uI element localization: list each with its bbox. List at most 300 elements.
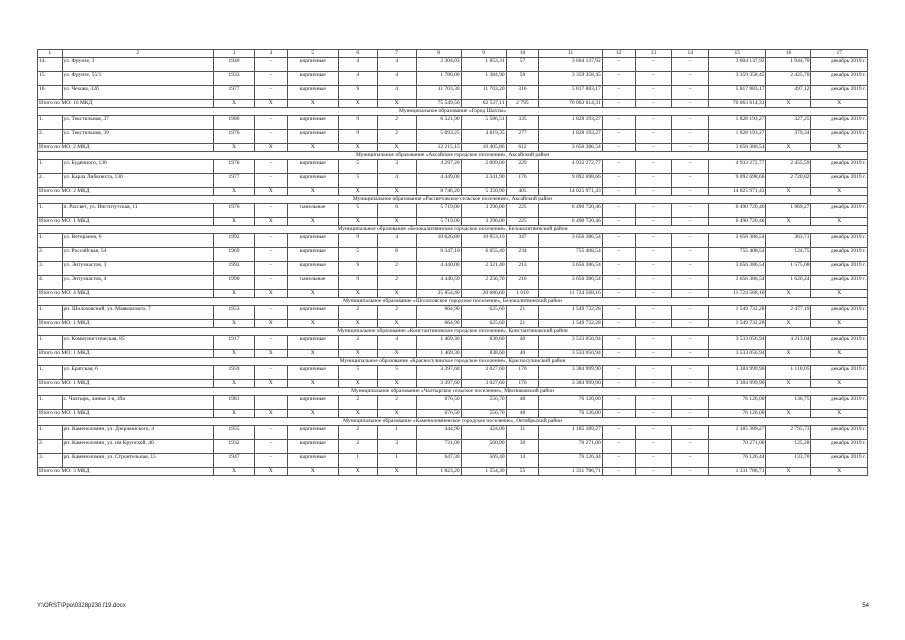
table-cell: 1955 <box>214 426 255 440</box>
total-cell: 8 746,20 <box>416 188 461 196</box>
total-row <box>38 468 868 476</box>
total-cell: – <box>635 218 672 226</box>
housing-table <box>37 49 868 476</box>
total-label: Итого по МО: 1 МКД <box>38 410 214 418</box>
total-cell: – <box>602 350 635 358</box>
municipality-title: Муниципальное образование «Каменоломненское городское поселение», Октябрьский район <box>38 418 868 426</box>
table-cell: 424,00 <box>461 426 506 440</box>
row-number: 1. <box>38 234 63 248</box>
table-cell: 3 656 386,54 <box>709 276 766 290</box>
table-cell: 9 092 698,66 <box>709 174 766 188</box>
total-cell: Х <box>287 290 338 298</box>
table-cell: кирпичные <box>287 130 338 144</box>
total-cell: 14 025 971,43 <box>539 188 602 196</box>
total-cell: 625,60 <box>461 320 506 328</box>
table-cell: – <box>635 306 672 320</box>
column-number-header: 13 <box>635 50 672 58</box>
column-number-header: 7 <box>377 50 416 58</box>
total-cell: 25 854,40 <box>416 290 461 298</box>
table-cell: 3 656 386,54 <box>709 262 766 276</box>
table-cell: 1 549 732,28 <box>709 306 766 320</box>
table-cell: 1917 <box>214 336 255 350</box>
table-cell: 1 853,31 <box>461 58 506 72</box>
total-cell: Х <box>811 290 868 298</box>
total-cell: – <box>635 290 672 298</box>
table-cell: – <box>254 336 287 350</box>
total-cell: – <box>672 100 709 108</box>
row-number: 1. <box>38 306 63 320</box>
column-number-header: 10 <box>506 50 539 58</box>
table-cell: 2 455,59 <box>766 160 811 174</box>
total-cell: 3 384 999,90 <box>709 380 766 388</box>
table-cell: 3 533 056,94 <box>539 336 602 350</box>
table-cell: 4 440,00 <box>416 262 461 276</box>
table-cell: 1 <box>338 454 377 468</box>
table-cell: 5 817 883,17 <box>539 86 602 100</box>
table-cell: 3 604 137,92 <box>709 58 766 72</box>
total-cell: Х <box>766 468 811 476</box>
table-cell: 216 <box>506 276 539 290</box>
table-cell: – <box>602 366 635 380</box>
table-cell: 76 126,44 <box>709 454 766 468</box>
table-cell: 9 <box>338 262 377 276</box>
table-cell: 5 719,00 <box>416 204 461 218</box>
table-row <box>38 72 868 86</box>
total-cell: Х <box>766 144 811 152</box>
total-cell: Х <box>214 410 255 418</box>
total-cell: Х <box>811 144 868 152</box>
table-cell: 1 469,30 <box>416 336 461 350</box>
total-label: Итого по МО: 1 МКД <box>38 350 214 358</box>
total-row <box>38 380 868 388</box>
table-cell: 6 347,10 <box>416 248 461 262</box>
deadline-cell: декабрь 2019 г. <box>811 72 868 86</box>
document-page <box>37 49 868 476</box>
total-cell: Х <box>766 100 811 108</box>
row-number: 1. <box>38 426 63 440</box>
total-cell: 3 384 999,90 <box>539 380 602 388</box>
table-cell: 1 828 193,27 <box>539 116 602 130</box>
table-cell: – <box>672 306 709 320</box>
table-cell: 327,25 <box>766 116 811 130</box>
table-cell: 4 819,35 <box>461 130 506 144</box>
table-cell: 5 <box>338 174 377 188</box>
table-row <box>38 130 868 144</box>
table-cell: 1977 <box>214 86 255 100</box>
table-cell: 9 <box>338 130 377 144</box>
table-cell: – <box>635 396 672 410</box>
table-cell: – <box>635 130 672 144</box>
total-cell: Х <box>214 468 255 476</box>
table-cell: 176 <box>506 174 539 188</box>
total-cell: – <box>602 218 635 226</box>
municipality-title: Муниципальное образование «Шолоховское городское поселение», Белокалитвинский район <box>38 298 868 306</box>
section-header-row <box>38 328 868 336</box>
total-cell: Х <box>811 380 868 388</box>
table-cell: 1959 <box>214 366 255 380</box>
table-cell: 1 944,70 <box>766 58 811 72</box>
table-cell: – <box>672 72 709 86</box>
table-row <box>38 248 868 262</box>
table-cell: 4 933 272,77 <box>709 160 766 174</box>
table-cell: 3 656 386,54 <box>709 234 766 248</box>
table-cell: – <box>602 204 635 218</box>
table-cell: 2 <box>377 276 416 290</box>
table-cell: – <box>635 454 672 468</box>
total-cell: Х <box>287 468 338 476</box>
table-cell: 5 <box>338 366 377 380</box>
table-cell: 755 408,54 <box>709 248 766 262</box>
total-label: Итого по МО: 2 МКД <box>38 188 214 196</box>
table-cell: – <box>635 426 672 440</box>
section-header-row <box>38 196 868 204</box>
total-cell: 405 <box>506 188 539 196</box>
table-cell: 316 <box>506 86 539 100</box>
column-number-header: 8 <box>416 50 461 58</box>
table-cell: 76 126,00 <box>539 396 602 410</box>
total-cell: Х <box>811 218 868 226</box>
total-cell: – <box>635 188 672 196</box>
table-cell: 2 009,00 <box>461 160 506 174</box>
table-cell: – <box>254 426 287 440</box>
table-row <box>38 366 868 380</box>
row-number: 1. <box>38 116 63 130</box>
table-cell: 1 384,90 <box>461 72 506 86</box>
table-cell: 6 <box>377 204 416 218</box>
table-cell: – <box>254 234 287 248</box>
table-cell: 3 341,90 <box>461 174 506 188</box>
table-cell: 4 297,20 <box>416 160 461 174</box>
total-cell: Х <box>766 410 811 418</box>
table-cell: кирпичные <box>287 234 338 248</box>
total-cell: – <box>672 218 709 226</box>
table-cell: – <box>602 86 635 100</box>
total-cell: 62 537,11 <box>461 100 506 108</box>
table-cell: – <box>672 426 709 440</box>
table-cell: 838,60 <box>461 336 506 350</box>
table-cell: кирпичные <box>287 306 338 320</box>
column-number-header: 14 <box>672 50 709 58</box>
table-cell: 3 296,00 <box>461 204 506 218</box>
table-row <box>38 86 868 100</box>
table-row <box>38 58 868 72</box>
total-cell: – <box>672 144 709 152</box>
table-row <box>38 440 868 454</box>
total-cell: – <box>672 350 709 358</box>
total-cell: Х <box>214 290 255 298</box>
table-cell: 5 <box>338 204 377 218</box>
table-row <box>38 396 868 410</box>
total-cell: Х <box>766 350 811 358</box>
table-cell: 3 359 358,45 <box>709 72 766 86</box>
table-cell: – <box>602 248 635 262</box>
table-cell: 2 <box>338 440 377 454</box>
table-cell: – <box>602 454 635 468</box>
table-cell: – <box>672 58 709 72</box>
total-cell: Х <box>811 350 868 358</box>
table-cell: – <box>254 262 287 276</box>
section-header-row <box>38 108 868 116</box>
column-number-header: 15 <box>709 50 766 58</box>
table-cell: – <box>635 174 672 188</box>
total-label: Итого по МО: 3 МКД <box>38 468 214 476</box>
total-cell: Х <box>377 144 416 152</box>
deadline-cell: декабрь 2019 г. <box>811 366 868 380</box>
table-row <box>38 426 868 440</box>
deadline-cell: декабрь 2019 г. <box>811 160 868 174</box>
section-header-row <box>38 418 868 426</box>
table-cell: 1 <box>377 426 416 440</box>
deadline-cell: декабрь 2019 г. <box>811 336 868 350</box>
deadline-cell: декабрь 2019 г. <box>811 454 868 468</box>
total-label: Итого по МО: 4 МКД <box>38 290 214 298</box>
table-cell: 124,75 <box>766 248 811 262</box>
table-cell: 1992 <box>214 262 255 276</box>
total-cell: 3 027,60 <box>461 380 506 388</box>
table-row <box>38 262 868 276</box>
total-cell: Х <box>766 380 811 388</box>
table-cell: 1947 <box>214 454 255 468</box>
table-row <box>38 306 868 320</box>
total-cell: Х <box>214 320 255 328</box>
total-cell: 1 549 732,28 <box>539 320 602 328</box>
total-cell: 225 <box>506 218 539 226</box>
total-cell: – <box>635 350 672 358</box>
table-cell: 1969 <box>214 248 255 262</box>
table-cell: 2 720,82 <box>766 174 811 188</box>
table-row <box>38 454 868 468</box>
row-number: 1. <box>38 366 63 380</box>
total-cell: Х <box>254 188 287 196</box>
table-cell: – <box>602 116 635 130</box>
total-cell: Х <box>214 100 255 108</box>
table-cell: 5 586,51 <box>461 116 506 130</box>
row-number: 3. <box>38 262 63 276</box>
total-cell: Х <box>766 320 811 328</box>
table-cell: 3 359 358,45 <box>539 72 602 86</box>
municipality-title: Муниципальное образование «Аксайское городское поселение», Аксайский район <box>38 152 868 160</box>
total-cell: Х <box>766 290 811 298</box>
table-cell: – <box>635 116 672 130</box>
total-cell: 76 126,00 <box>709 410 766 418</box>
table-cell: – <box>254 454 287 468</box>
total-row <box>38 320 868 328</box>
table-cell: 213 <box>506 262 539 276</box>
table-cell: 76 126,00 <box>709 396 766 410</box>
row-number: 3. <box>38 454 63 468</box>
table-cell: 2 795,73 <box>766 426 811 440</box>
table-cell: 3 656 386,54 <box>539 234 602 248</box>
table-cell: 2 <box>338 306 377 320</box>
table-cell: 3 384 999,90 <box>539 366 602 380</box>
table-row <box>38 160 868 174</box>
address-cell: ул. Карла Либкнехта, 130 <box>62 174 213 188</box>
row-number: 1. <box>38 336 63 350</box>
total-cell: Х <box>214 380 255 388</box>
table-cell: – <box>254 58 287 72</box>
table-cell: 70 271,00 <box>539 440 602 454</box>
total-cell: 3 656 386,54 <box>539 144 602 152</box>
total-cell: – <box>635 144 672 152</box>
address-cell: ул. Чехова, 32б <box>62 86 213 100</box>
total-cell: Х <box>287 218 338 226</box>
table-cell: 1 575,08 <box>766 262 811 276</box>
total-cell: 1 823,20 <box>416 468 461 476</box>
table-cell: 335 <box>506 116 539 130</box>
table-cell: – <box>635 72 672 86</box>
table-cell: 277 <box>506 130 539 144</box>
total-cell: 3 397,60 <box>416 380 461 388</box>
total-cell: 170 <box>506 380 539 388</box>
table-cell: кирпичные <box>287 72 338 86</box>
total-cell: Х <box>254 468 287 476</box>
table-cell: 6 521,90 <box>416 116 461 130</box>
table-cell: – <box>635 262 672 276</box>
table-cell: 70 271,00 <box>709 440 766 454</box>
total-row <box>38 188 868 196</box>
table-cell: 2 <box>377 116 416 130</box>
total-cell: Х <box>338 100 377 108</box>
address-cell: п. Рассвет, ул. Институтская, 11 <box>62 204 213 218</box>
total-cell: Х <box>254 320 287 328</box>
total-cell: – <box>672 380 709 388</box>
table-cell: 229 <box>506 160 539 174</box>
total-cell: Х <box>338 380 377 388</box>
total-cell: – <box>672 290 709 298</box>
table-cell: – <box>254 276 287 290</box>
address-cell: рп. Каменоломни, ул. Дзержинского, 4 <box>62 426 213 440</box>
column-number-header: 4 <box>254 50 287 58</box>
table-cell: 4 440,50 <box>416 276 461 290</box>
total-row <box>38 410 868 418</box>
table-cell: кирпичные <box>287 160 338 174</box>
total-cell: Х <box>214 144 255 152</box>
table-cell: 9 <box>338 86 377 100</box>
total-cell: Х <box>811 100 868 108</box>
total-cell: 3 533 056,94 <box>709 350 766 358</box>
table-cell: 1 185 389,27 <box>539 426 602 440</box>
table-cell: 4 <box>338 72 377 86</box>
table-cell: – <box>602 174 635 188</box>
table-cell: 3 656 386,54 <box>539 276 602 290</box>
deadline-cell: декабрь 2019 г. <box>811 116 868 130</box>
table-cell: – <box>602 440 635 454</box>
table-cell: – <box>602 234 635 248</box>
total-cell: Х <box>254 350 287 358</box>
table-cell: кирпичные <box>287 248 338 262</box>
table-cell: – <box>672 130 709 144</box>
section-header-row <box>38 226 868 234</box>
total-cell: 40 <box>506 350 539 358</box>
deadline-cell: декабрь 2019 г. <box>811 174 868 188</box>
table-cell: – <box>672 234 709 248</box>
total-cell: 5 719,00 <box>416 218 461 226</box>
total-cell: – <box>602 468 635 476</box>
total-cell: – <box>635 468 672 476</box>
table-row <box>38 234 868 248</box>
total-cell: 20 686,60 <box>461 290 506 298</box>
table-cell: панельные <box>287 204 338 218</box>
table-cell: – <box>602 262 635 276</box>
table-cell: 1981 <box>214 396 255 410</box>
total-cell: – <box>635 410 672 418</box>
table-row <box>38 276 868 290</box>
row-number: 14. <box>38 58 63 72</box>
table-cell: 234 <box>506 248 539 262</box>
table-cell: 48 <box>506 396 539 410</box>
total-cell: 76 126,00 <box>539 410 602 418</box>
address-cell: ул. Братская, 6 <box>62 366 213 380</box>
table-cell: 3 533 056,94 <box>709 336 766 350</box>
total-cell: – <box>602 380 635 388</box>
deadline-cell: декабрь 2019 г. <box>811 234 868 248</box>
row-number: 16. <box>38 86 63 100</box>
total-cell: Х <box>811 410 868 418</box>
table-cell: 2 <box>338 396 377 410</box>
table-cell: 10 053,10 <box>461 234 506 248</box>
total-cell: 5 350,90 <box>461 188 506 196</box>
table-cell: кирпичные <box>287 174 338 188</box>
total-cell: Х <box>338 144 377 152</box>
total-cell: – <box>672 320 709 328</box>
total-label: Итого по МО: 1 МКД <box>38 320 214 328</box>
column-number-header: 17 <box>811 50 868 58</box>
table-cell: – <box>602 160 635 174</box>
table-cell: – <box>635 234 672 248</box>
total-cell: 3 533 056,94 <box>539 350 602 358</box>
column-number-header: 1 <box>38 50 63 58</box>
table-cell: кирпичные <box>287 262 338 276</box>
total-cell: Х <box>338 218 377 226</box>
table-cell: 1992 <box>214 234 255 248</box>
total-cell: Х <box>214 350 255 358</box>
total-cell: 664,90 <box>416 320 461 328</box>
table-cell: 11 <box>506 426 539 440</box>
table-cell: 1 780,00 <box>416 72 461 86</box>
total-cell: Х <box>287 100 338 108</box>
total-cell: 11 724 568,16 <box>539 290 602 298</box>
table-cell: – <box>254 174 287 188</box>
municipality-title: Муниципальное образование «Константиновское городское поселение», Константиновский район <box>38 328 868 336</box>
total-cell: Х <box>766 188 811 196</box>
total-cell: Х <box>254 218 287 226</box>
table-cell: 2 <box>377 396 416 410</box>
table-cell: 21 <box>506 306 539 320</box>
section-header-row <box>38 152 868 160</box>
total-cell: Х <box>811 320 868 328</box>
table-cell: 1 620,24 <box>766 276 811 290</box>
table-cell: 379,34 <box>766 130 811 144</box>
table-cell: 3 384 999,90 <box>709 366 766 380</box>
table-cell: – <box>672 366 709 380</box>
total-cell: Х <box>377 410 416 418</box>
table-cell: – <box>672 116 709 130</box>
table-cell: 4 213,04 <box>766 336 811 350</box>
total-cell: 70 063 614,31 <box>539 100 602 108</box>
table-cell: 4 449,00 <box>416 174 461 188</box>
table-cell: 5 <box>338 248 377 262</box>
municipality-title: Муниципальное образование «Белокалитвинское городское поселение», Белокалитвинский район <box>38 226 868 234</box>
table-cell: 9 <box>338 234 377 248</box>
table-cell: – <box>602 276 635 290</box>
total-cell: – <box>602 410 635 418</box>
table-cell: 2 <box>338 426 377 440</box>
total-cell: Х <box>377 468 416 476</box>
total-cell: 10 405,86 <box>461 144 506 152</box>
table-cell: 560,90 <box>461 440 506 454</box>
table-cell: – <box>672 262 709 276</box>
total-label: Итого по МО: 1 МКД <box>38 218 214 226</box>
